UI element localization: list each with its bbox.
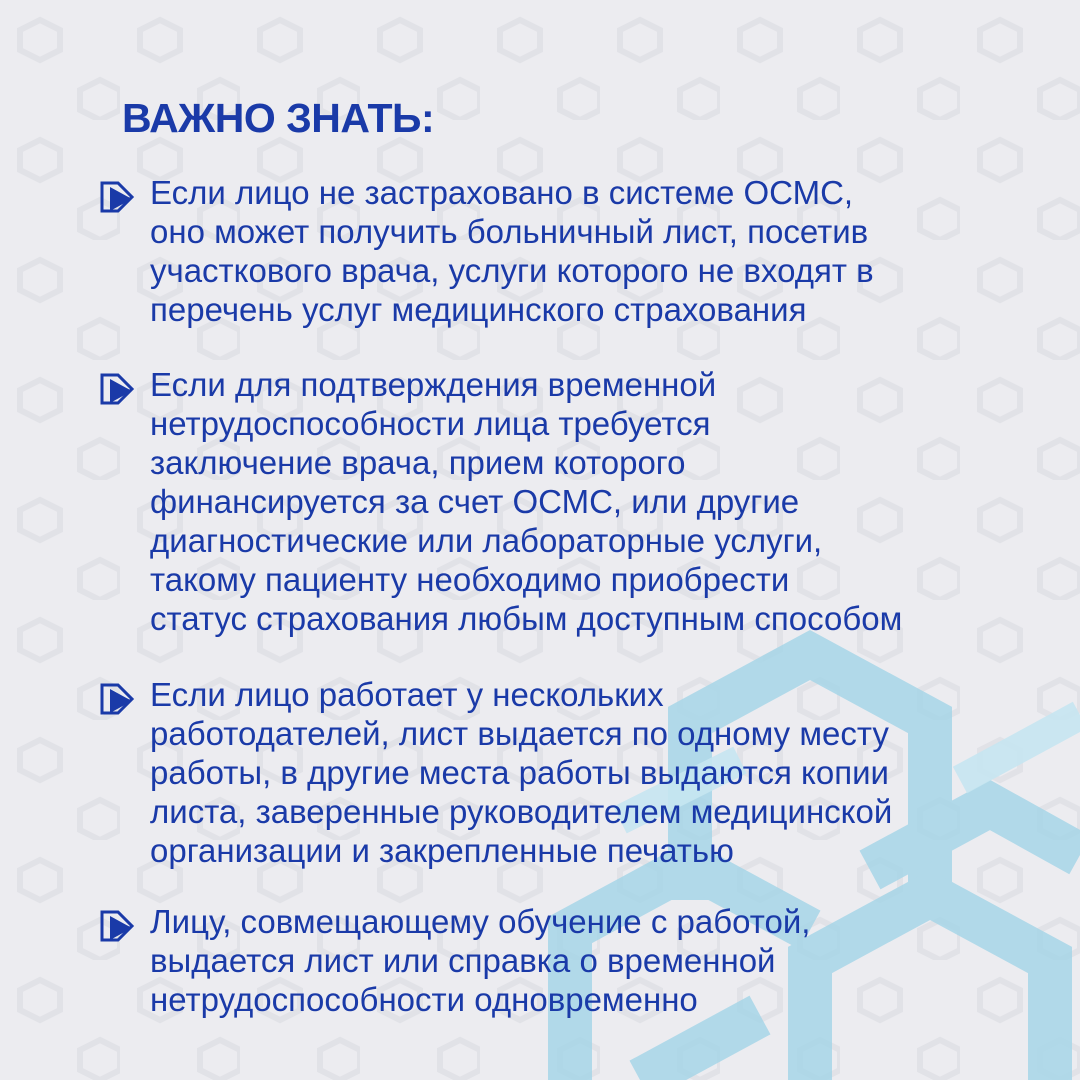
list-item-text	[150, 173, 1058, 329]
list-item-line: Если лицо не застраховано в системе ОСМС,	[150, 174, 854, 211]
list-item-line: диагностические или лабораторные услуги,	[150, 522, 823, 559]
arrow-bullet-icon	[98, 371, 138, 407]
list-item-line: оно может получить больничный лист, посетив	[150, 213, 869, 250]
list-item-line: перечень услуг медицинского страхования	[150, 291, 807, 328]
list-item-text	[150, 675, 1058, 870]
arrow-bullet-icon	[98, 179, 138, 215]
list-item-line: работодателей, лист выдается по одному месту	[150, 715, 889, 752]
list-item-line: Если для подтверждения временной	[150, 366, 717, 403]
list-item-line: Лицу, совмещающему обучение с работой,	[150, 903, 811, 940]
list-item-line: работы, в другие места работы выдаются копии	[150, 754, 889, 791]
list-item-line: статус страхования любым доступным способом	[150, 600, 903, 637]
arrow-bullet-icon	[98, 908, 138, 944]
list-item-line: участкового врача, услуги которого не входят в	[150, 252, 874, 289]
page-title: ВАЖНО ЗНАТЬ:	[122, 95, 435, 141]
list-item-line: выдается лист или справка о временной	[150, 942, 776, 979]
list-item-line: листа, заверенные руководителем медицинской	[150, 793, 893, 830]
list-item-line: нетрудоспособности лица требуется	[150, 405, 711, 442]
list-item-line: такому пациенту необходимо приобрести	[150, 561, 790, 598]
list-item-line: организации и закрепленные печатью	[150, 832, 734, 869]
list-item-text	[150, 365, 1058, 638]
list-item-line: заключение врача, прием которого	[150, 444, 686, 481]
list-item-line: финансируется за счет ОСМС, или другие	[150, 483, 800, 520]
list-item-text	[150, 902, 1058, 1019]
arrow-bullet-icon	[98, 681, 138, 717]
list-item-line: нетрудоспособности одновременно	[150, 981, 698, 1018]
list-item-line: Если лицо работает у нескольких	[150, 676, 664, 713]
